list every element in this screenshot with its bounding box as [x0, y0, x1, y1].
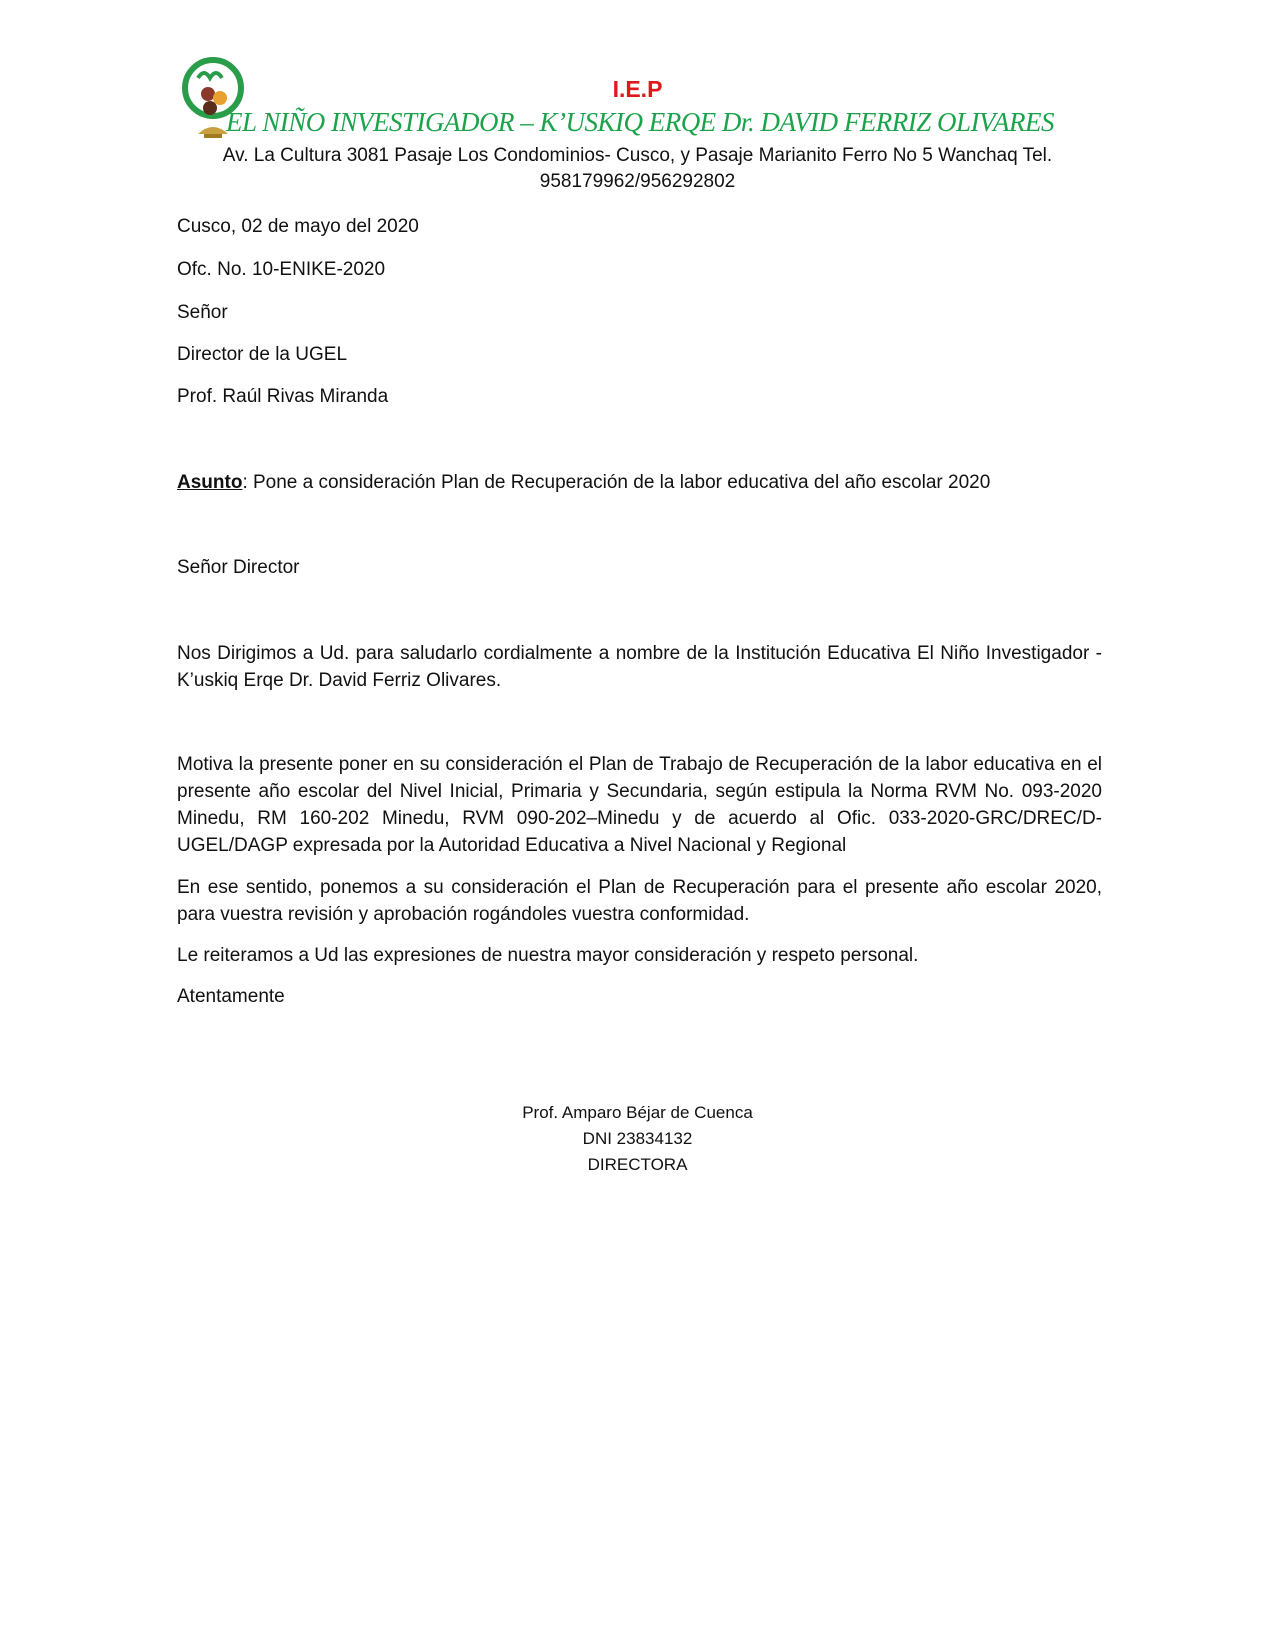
subject-label: Asunto — [177, 472, 243, 493]
address-line-1: Av. La Cultura 3081 Pasaje Los Condominios- Cusco, y Pasaje Marianito Ferro No 5 Wanchaq Tel. — [222, 145, 1053, 166]
address-line-2: 958179962/956292802 — [539, 171, 736, 192]
recipient-salutation: Señor — [177, 302, 228, 323]
signatory-id: DNI 23834132 — [582, 1129, 693, 1148]
institution-type: I.E.P — [612, 76, 663, 102]
recipient-title: Director de la UGEL — [177, 344, 348, 365]
letter-date: Cusco, 02 de mayo del 2020 — [177, 216, 419, 237]
subject-text: : Pone a consideración Plan de Recuperación de la labor educativa del año escolar 2020 — [242, 472, 991, 493]
greeting: Señor Director — [177, 557, 300, 578]
signatory-role: DIRECTORA — [587, 1155, 688, 1174]
address — [170, 143, 1105, 195]
paragraph-4: Le reiteramos a Ud las expresiones de nuestra mayor consideración y respeto personal. — [177, 945, 919, 966]
recipient-name: Prof. Raúl Rivas Miranda — [177, 386, 389, 407]
signature-block — [0, 1100, 1275, 1178]
subject-line — [177, 472, 990, 494]
letter-reference: Ofc. No. 10-ENIKE-2020 — [177, 259, 386, 280]
signatory-name: Prof. Amparo Béjar de Cuenca — [522, 1103, 753, 1122]
school-name: EL NIÑO INVESTIGADOR – K’USKIQ ERQE Dr. DAVID FERRIZ OLIVARES — [225, 107, 1055, 137]
paragraph-3: En ese sentido, ponemos a su consideración el Plan de Recuperación para el presente año escolar 2020, para vuestra revisión y aprobación rogándoles vuestra conformidad. — [177, 877, 1102, 925]
paragraph-1: Nos Dirigimos a Ud. para saludarlo cordialmente a nombre de la Institución Educativa El Niño Investigador - K’uskiq Erqe Dr. David Ferriz Olivares. — [177, 643, 1102, 691]
paragraph-2: Motiva la presente poner en su consideración el Plan de Trabajo de Recuperación de la labor educativa en el presente año escolar del Nivel Inicial, Primaria y Secundaria, según estipula la Norma RVM No. 093-2020 Minedu, RM 160-202 Minedu, RVM 090-202–Minedu y de acuerdo al Ofic. 033-2020-GRC/DREC/D-UGEL/DAGP expresada por la Autoridad Educativa a Nivel Nacional y Regional — [177, 754, 1102, 856]
closing: Atentamente — [177, 986, 285, 1007]
